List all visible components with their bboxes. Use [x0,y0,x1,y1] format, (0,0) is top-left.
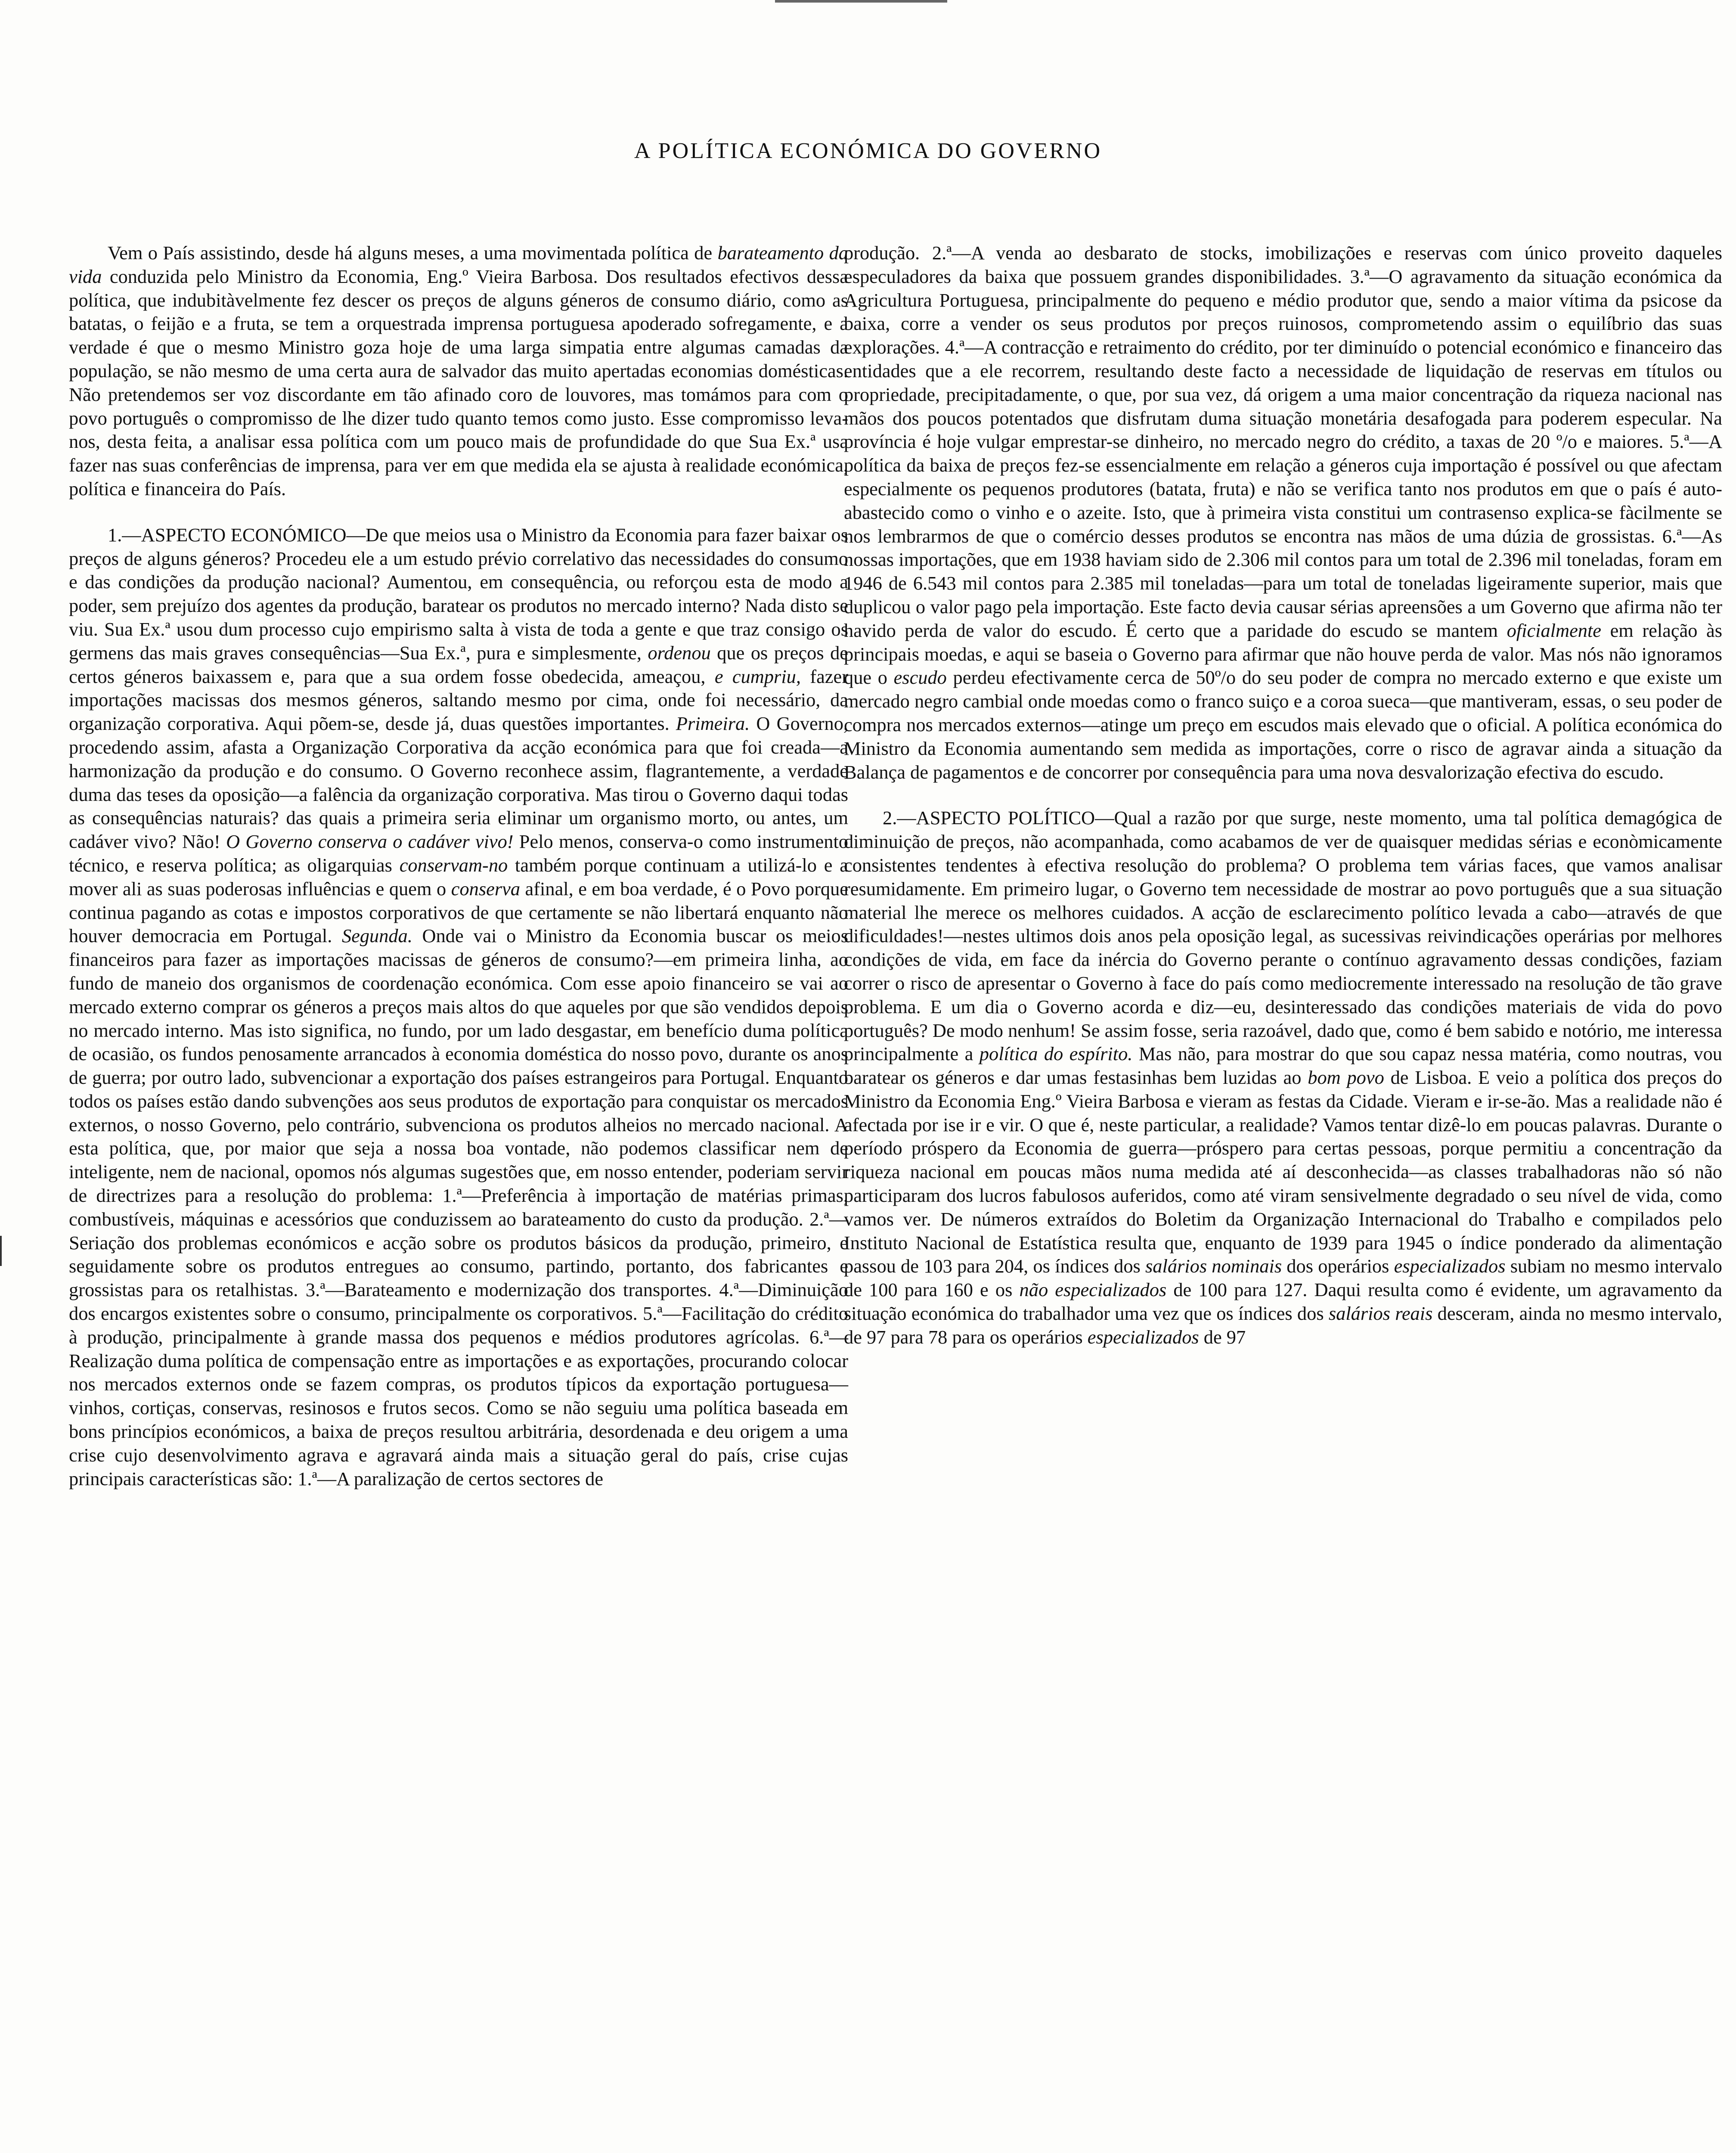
right-column [844,241,1722,1349]
left-column [69,241,848,1490]
section-heading-political: 2.—ASPECTO POLÍTICO— [883,807,1114,829]
article-title: A POLÍTICA ECONÓMICA DO GOVERNO [634,139,1102,163]
economic-continuation-paragraph: produção. 2.ª—A venda ao desbarato de stocks, imobilizações e reservas com único proveito daqueles especuladores da baixa que possuem grandes disponibilidades. 3.ª—O agravamento da situação económica da Agricultura Portuguesa, principalmente do pequeno e médio produtor que, sendo a maior vítima da psicose da baixa, corre a vender os seus produtos por preços ruinosos, comprometendo assim o equilíbrio das suas explorações. 4.ª—A contracção e retraimento do crédito, por ter diminuído o potencial económico e financeiro das entidades que a ele recorrem, resultando deste facto a necessidade de liquidação de reservas em títulos ou propriedade, precipitadamente, o que, por sua vez, dá origem a uma maior concentração da riqueza nacional nas mãos dos poucos potentados que disfrutam duma situação monetária desafogada para poderem especular. Na província é hoje vulgar emprestar-se dinheiro, no mercado negro do crédito, a taxas de 20 º/o e maiores. 5.ª—A política da baixa de preços fez-se essencialmente em relação a géneros cuja importação é possível ou que afectam especialmente os pequenos produtores (batata, fruta) e não se verifica tanto nos produtos em que o país é auto-abastecido como o vinho e o azeite. Isto, que à primeira vista constitui um contrasenso explica-se fàcilmente se nos lembrarmos de que o comércio desses produtos se encontra nas mãos de uma dúzia de grossistas. 6.ª—As nossas importações, que em 1938 haviam sido de 2.306 mil contos para um total de 2.396 mil toneladas, foram em 1946 de 6.543 mil contos para 2.385 mil toneladas—para um total de toneladas ligeiramente superior, mais que duplicou o valor pago pela importação. Este facto devia causar sérias apreensões a um Governo que afirma não ter havido perda de valor do escudo. É certo que a paridade do escudo se mantem oficialmente em relação às principais moedas, e aqui se baseia o Governo para afirmar que não houve perda de valor. Mas nós não ignoramos que o escudo perdeu efectivamente cerca de 50º/o do seu poder de compra no mercado externo e que existe um mercado negro cambial onde moedas como o franco suiço e a coroa sueca—que mantiveram, essas, o seu poder de compra nos mercados externos—atinge um preço em escudos mais elevado que o oficial. A política económica do Ministro da Economia aumentando sem medida as importações, corre o risco de agravar ainda a situação da Balança de pagamentos e de concorrer por consequência para uma nova desvalorização efectiva do escudo. [844,242,1722,783]
section-heading-economic: 1.—ASPECTO ECONÓMICO— [108,524,366,546]
section-economic-paragraph: 1.—ASPECTO ECONÓMICO—De que meios usa o Ministro da Economia para fazer baixar os preços de alguns géneros? Procedeu ele a um estudo prévio correlativo das necessidades do consumo e das condições da produção nacional? Aumentou, em consequência, ou reforçou esta de modo a poder, sem prejuízo dos agentes da produção, baratear os produtos no mercado interno? Nada disto se viu. Sua Ex.ª usou dum processo cujo empirismo salta à vista de toda a gente e que traz consigo os germens das mais graves consequências—Sua Ex.ª, pura e simplesmente, ordenou que os preços de certos géneros baixassem e, para que a sua ordem fosse obedecida, ameaçou, e cumpriu, fazer importações macissas dos mesmos géneros, saltando mesmo por cima, onde foi necessário, da organização corporativa. Aqui põem-se, desde já, duas questões importantes. Primeira. O Governo, procedendo assim, afasta a Organização Corporativa da acção económica para que foi creada—a harmonização da produção e do consumo. O Governo reconhece assim, flagrantemente, a verdade duma das teses da oposição—a falência da organização corporativa. Mas tirou o Governo daqui todas as consequências naturais? das quais a primeira seria eliminar um organismo morto, ou antes, um cadáver vivo? Não! O Governo conserva o cadáver vivo! Pelo menos, conserva-o como instrumento técnico, e reserva política; as oligarquias conservam-no também porque continuam a utilizá-lo e a mover ali as suas poderosas influências e quem o conserva afinal, e em boa verdade, é o Povo porque continua pagando as cotas e impostos corporativos de que certamente se não libertará enquanto não houver democracia em Portugal. Segunda. Onde vai o Ministro da Economia buscar os meios financeiros para fazer as importações macissas de géneros de consumo?—em primeira linha, ao fundo de maneio dos organismos de coordenação económica. Com esse apoio financeiro se vai ao mercado externo comprar os géneros a preços mais altos do que aqueles por que são vendidos depois no mercado interno. Mas isto significa, no fundo, por um lado desgastar, em benefício duma política de ocasião, os fundos penosamente arrancados à economia doméstica do nosso povo, durante os anos de guerra; por outro lado, subvencionar a exportação dos países estrangeiros para Portugal. Enquanto todos os países estão dando subvenções aos seus produtos de exportação para conquistar os mercados externos, o nosso Governo, pelo contrário, subvenciona os produtos alheios no mercado nacional. A esta política, que, por maior que seja a nossa boa vontade, não podemos classificar nem de inteligente, nem de nacional, opomos nós algumas sugestões que, em nosso entender, poderiam servir de directrizes para a resolução do problema: 1.ª—Preferência à importação de matérias primas, combustíveis, máquinas e acessórios que conduzissem ao barateamento do custo da produção. 2.ª—Seriação dos problemas económicos e acção sobre os produtos básicos da produção, primeiro, e seguidamente sobre os produtos entregues ao consumo, partindo, portanto, dos fabricantes e grossistas para os retalhistas. 3.ª—Barateamento e modernização dos transportes. 4.ª—Diminuição dos encargos existentes sobre o consumo, principalmente os corporativos. 5.ª—Facilitação do crédito à produção, principalmente à grande massa dos pequenos e médios produtores agrícolas. 6.ª—Realização duma política de compensação entre as importações e as exportações, procurando colocar nos mercados externos onde se fazem compras, os produtos típicos da exportação portuguesa—vinhos, cortiças, conservas, resinosos e frutos secos. Como se não seguiu uma política baseada em bons princípios económicos, a baixa de preços resultou arbitrária, desordenada e deu origem a uma crise cujo desenvolvimento agrava e agravará ainda mais a situação geral do país, crise cujas principais características são: 1.ª—A paralização de certos sectores de [69,524,849,1489]
top-edge-mark [775,0,947,3]
left-edge-mark [0,1236,2,1266]
section-political-paragraph: 2.—ASPECTO POLÍTICO—Qual a razão por que surge, neste momento, uma tal política demagógica de diminuição de preços, não acompanhada, como acabamos de ver de quaisquer medidas sérias e econòmicamente consistentes tendentes à efectiva resolução do problema? O problema tem várias faces, que vamos analisar resumidamente. Em primeiro lugar, o Governo tem necessidade de mostrar ao povo português que a sua situação material lhe merece os melhores cuidados. A acção de esclarecimento político levada a cabo—através de que dificuldades!—nestes ultimos dois anos pela oposição legal, as sucessivas reivindicações operárias por melhores condições de vida, em face da inércia do Governo perante o contínuo agravamento dessas condições, faziam correr o risco de apresentar o Governo à face do país como mediocremente interessado na resolução de tão grave problema. E um dia o Governo acorda e diz—eu, desinteressado das condições materiais de vida do povo português? De modo nenhum! Se assim fosse, seria razoável, dado que, como é bem sabido e notório, me interessa principalmente a política do espírito. Mas não, para mostrar do que sou capaz nessa matéria, como noutras, vou baratear os géneros e dar umas festasinhas bem luzidas ao bom povo de Lisboa. E veio a política dos preços do Ministro da Economia Eng.º Vieira Barbosa e vieram as festas da Cidade. Vieram e ir-se-ão. Mas a realidade não é afectada por ise ir e vir. O que é, neste particular, a realidade? Vamos tentar dizê-lo em poucas palavras. Durante o período próspero da Economia de guerra—próspero para certas pessoas, porque permitiu a concentração da riqueza nacional em poucas mãos numa medida até aí desconhecida—as classes trabalhadoras não só não participaram dos lucros fabulosos auferidos, como até viram sensivelmente degradado o seu nível de vida, como vamos ver. De números extraídos do Boletim da Organização Internacional do Trabalho e compilados pelo Instituto Nacional de Estatística resulta que, enquanto de 1939 para 1945 o índice ponderado da alimentação passou de 103 para 204, os índices dos salários nominais dos operários especializados subiam no mesmo intervalo de 100 para 160 e os não especializados de 100 para 127. Daqui resulta como é evidente, um agravamento da situação económica do trabalhador uma vez que os índices dos salários reais desceram, ainda no mesmo intervalo, de 97 para 78 para os operários especializados de 97 [844,807,1723,1348]
intro-paragraph: Vem o País assistindo, desde há alguns meses, a uma movimentada política de barateamento da vida conduzida pelo Ministro da Economia, Eng.º Vieira Barbosa. Dos resultados efectivos dessa política, que indubitàvelmente fez descer os preços de alguns géneros de consumo diário, como as batatas, o feijão e a fruta, se tem a orquestrada imprensa portuguesa apoderado sofregamente, e a verdade é que o mesmo Ministro goza hoje de uma larga simpatia entre algumas camadas da população, se não mesmo de uma certa aura de salvador das muito apertadas economias domésticas. Não pretendemos ser voz discordante em tão afinado coro de louvores, mas tomámos para com o povo português o compromisso de lhe dizer tudo quanto temos como justo. Esse compromisso leva-nos, desta feita, a analisar essa política com um pouco mais de profundidade do que Sua Ex.ª usa fazer nas suas conferências de imprensa, para ver em que medida ela se ajusta à realidade económica, política e financeira do País. [69,242,848,499]
